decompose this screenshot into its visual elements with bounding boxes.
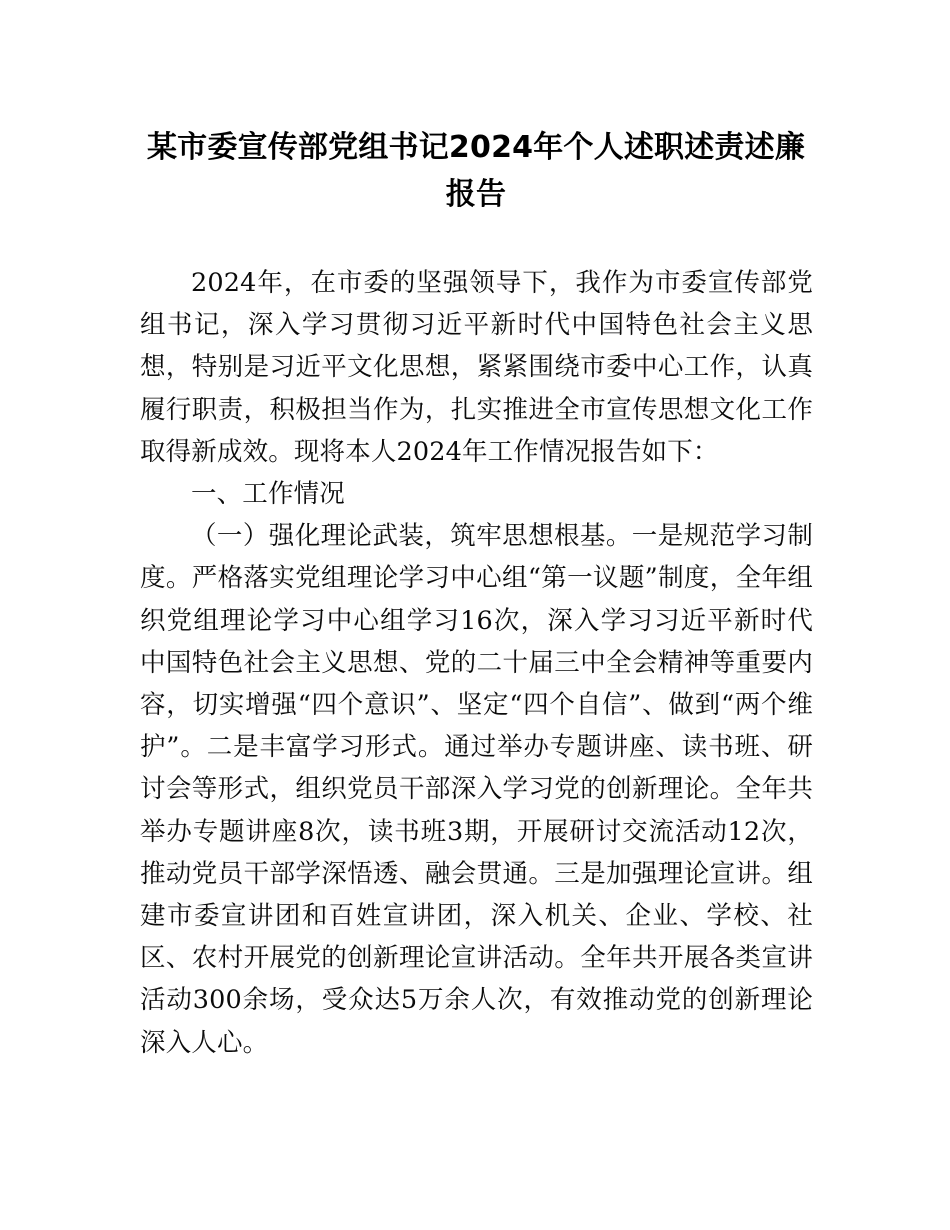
subsection-paragraph-theory-armament: （一）强化理论武装，筑牢思想根基。一是规范学习制度。严格落实党组理论学习中心组“第一议题”制度，全年组织党组理论学习中心组学习16次，深入学习习近平新时代中国特色社会主义思想、党的二十届三中全会精神等重要内容，切实增强“四个意识”、坚定“四个自信”、做到“两个维护”。二是丰富学习形式。通过举办专题讲座、读书班、研讨会等形式，组织党员干部深入学习党的创新理论。全年共举办专题讲座8次，读书班3期，开展研讨交流活动12次，推动党员干部学深悟透、融会贯通。三是加强理论宣讲。组建市委宣讲团和百姓宣讲团，深入机关、企业、学校、社区、农村开展党的创新理论宣讲活动。全年共开展各类宣讲活动300余场，受众达5万余人次，有效推动党的创新理论深入人心。 bbox=[140, 521, 813, 1058]
document-title: 某市委宣传部党组书记2024年个人述职述责述廉报告 bbox=[146, 130, 806, 213]
document-body bbox=[140, 262, 813, 1064]
section-heading-work-situation: 一、工作情况 bbox=[191, 479, 345, 510]
intro-paragraph: 2024年，在市委的坚强领导下，我作为市委宣传部党组书记，深入学习贯彻习近平新时代中国特色社会主义思想，特别是习近平文化思想，紧紧围绕市委中心工作，认真履行职责，积极担当作为，扎实推进全市宣传思想文化工作取得新成效。现将本人2024年工作情况报告如下： bbox=[140, 268, 813, 467]
